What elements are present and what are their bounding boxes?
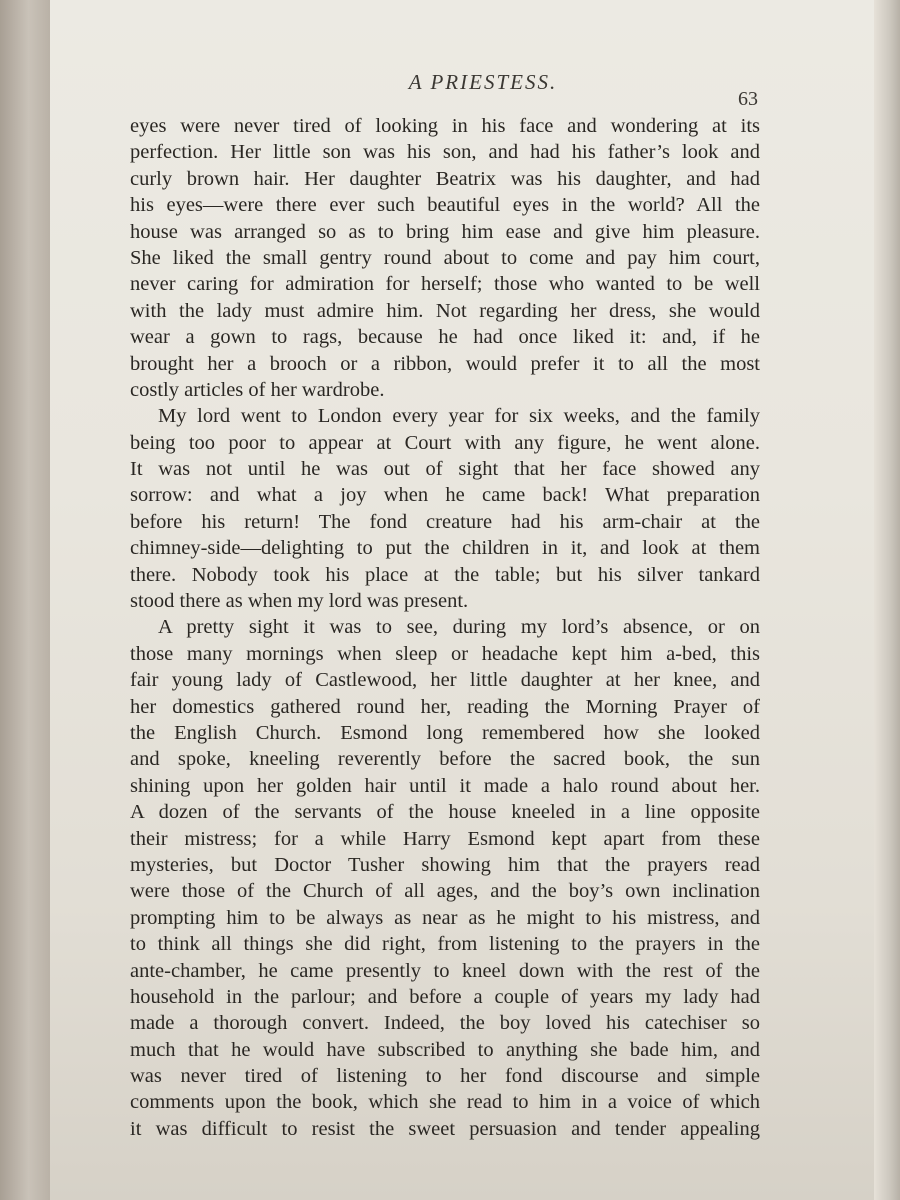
running-head: A PRIESTESS. (408, 70, 558, 94)
text-line: She liked the small gentry round about to come and pay him court, (130, 246, 760, 269)
text-line: to think all things she did right, from listening to the prayers in the (130, 933, 760, 956)
page-number: 63 (738, 88, 758, 110)
text-line: the English Church. Esmond long remembered how she looked (130, 721, 760, 744)
text-line: her domestics gathered round her, reading the Morning Prayer of (130, 695, 760, 718)
text-line: comments upon the book, which she read to him in a voice of which (130, 1091, 760, 1114)
body-text (130, 113, 760, 1142)
text-line: perfection. Her little son was his son, and had his father’s look and (130, 141, 760, 164)
text-line: there. Nobody took his place at the table; but his silver tankard (130, 563, 760, 586)
text-line: mysteries, but Doctor Tusher showing him that the prayers read (130, 853, 760, 876)
text-line: their mistress; for a while Harry Esmond kept apart from these (130, 827, 760, 850)
text-line: curly brown hair. Her daughter Beatrix was his daughter, and had (130, 167, 760, 190)
text-line: before his return! The fond creature had his arm-chair at the (130, 510, 760, 533)
text-line: with the lady must admire him. Not regarding her dress, she would (130, 299, 760, 322)
text-line: chimney-side—delighting to put the children in it, and look at them (130, 537, 760, 560)
text-line: never caring for admiration for herself; those who wanted to be well (130, 273, 760, 296)
text-line: household in the parlour; and before a couple of years my lady had (130, 985, 760, 1008)
text-line: fair young lady of Castlewood, her little daughter at her knee, and (130, 669, 760, 692)
text-line: eyes were never tired of looking in his face and wondering at its (130, 115, 760, 137)
page-stack-edge (874, 0, 900, 1200)
text-line: ante-chamber, he came presently to kneel down with the rest of the (130, 959, 760, 982)
text-line: shining upon her golden hair until it made a halo round about her. (130, 774, 760, 797)
text-line: made a thorough convert. Indeed, the boy loved his catechiser so (130, 1012, 760, 1035)
text-line: A dozen of the servants of the house kneeled in a line opposite (130, 801, 760, 824)
text-line: and spoke, kneeling reverently before the sacred book, the sun (130, 748, 760, 771)
text-line: sorrow: and what a joy when he came back! What preparation (130, 484, 760, 507)
text-line: It was not until he was out of sight that her face showed any (130, 458, 760, 481)
text-line: it was difficult to resist the sweet persuasion and tender appealing (130, 1117, 760, 1140)
text-line: was never tired of listening to her fond discourse and simple (130, 1065, 760, 1088)
text-line: wear a gown to rags, because he had once liked it: and, if he (130, 326, 760, 349)
text-line: house was arranged so as to bring him ease and give him pleasure. (130, 220, 760, 243)
text-line: stood there as when my lord was present. (130, 590, 469, 613)
text-line: prompting him to be always as near as he might to his mistress, and (130, 906, 760, 929)
text-line: were those of the Church of all ages, and the boy’s own inclination (130, 880, 760, 903)
text-line: My lord went to London every year for six weeks, and the family (158, 405, 760, 428)
text-line: A pretty sight it was to see, during my lord’s absence, or on (158, 616, 760, 639)
text-line: his eyes—were there ever such beautiful eyes in the world? All the (130, 194, 760, 217)
facing-page-edge (0, 0, 52, 1200)
text-line: brought her a brooch or a ribbon, would prefer it to all the most (130, 352, 760, 375)
text-line: those many mornings when sleep or headache kept him a-bed, this (130, 642, 760, 665)
text-line: costly articles of her wardrobe. (130, 378, 385, 401)
text-line: being too poor to appear at Court with any figure, he went alone. (130, 431, 760, 454)
book-page (50, 0, 876, 1200)
text-line: much that he would have subscribed to anything she bade him, and (130, 1038, 760, 1061)
